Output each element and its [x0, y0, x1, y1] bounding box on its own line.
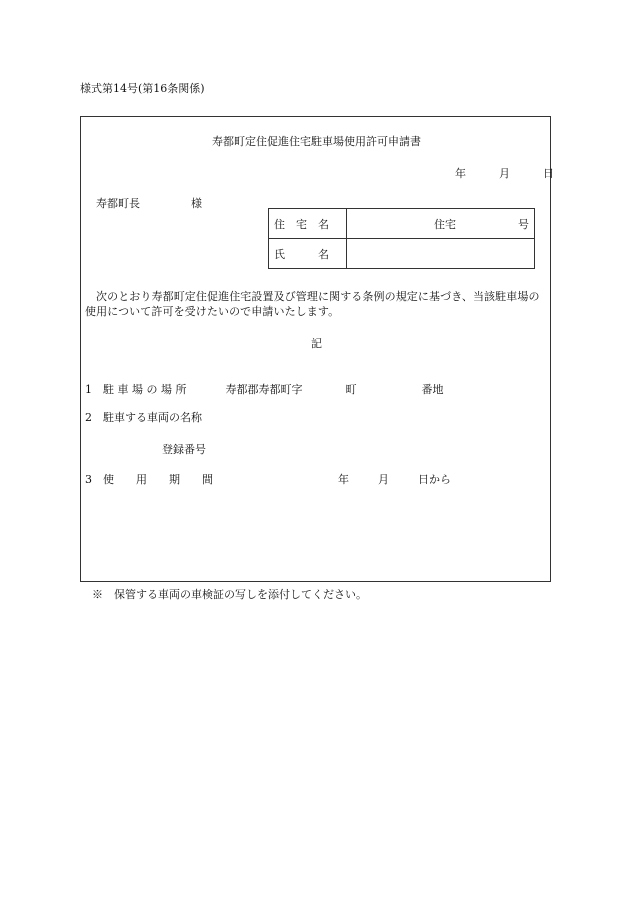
housing-number-label: 号: [518, 217, 529, 231]
name-label-cell: [269, 239, 347, 269]
name-row: [269, 239, 535, 269]
attachment-note: ※ 保管する車両の車検証の写しを添付してください。: [92, 588, 367, 601]
date-day-label: 日: [543, 167, 554, 180]
item3-label: 3 使 用 期 間: [85, 473, 213, 486]
addressee-honorific: 様: [191, 197, 202, 210]
application-form-frame: [80, 116, 554, 582]
application-date: [455, 165, 554, 181]
housing-label-cell: [269, 209, 347, 239]
item1-lot: 番地: [421, 383, 444, 396]
registration-number: [162, 441, 206, 457]
housing-row: [269, 209, 535, 239]
item2-sub-label: 登録番号: [162, 443, 206, 456]
item1-town: 町: [345, 383, 357, 396]
applicant-table: [268, 208, 535, 269]
ki-heading: 記: [311, 337, 322, 350]
form-number: 様式第14号(第16条関係): [80, 82, 205, 95]
housing-value: 住宅: [434, 217, 456, 231]
date-month-label: 月: [499, 167, 510, 180]
housing-label: 住 宅 名: [274, 217, 329, 231]
item1-address: 寿都郡寿都町字: [225, 383, 303, 396]
item-vehicle-name: [85, 409, 202, 425]
housing-value-cell[interactable]: [347, 209, 535, 239]
application-body-text: 次のとおり寿都町定住促進住宅設置及び管理に関する条例の規定に基づき、当該駐車場の使用について許可を受けたいので申請いたします。: [85, 290, 540, 318]
name-value-cell[interactable]: [347, 239, 535, 269]
item1-label: 1 駐 車 場 の 場 所: [85, 383, 187, 396]
addressee-name: 寿都町長: [96, 197, 140, 210]
item3-month: 月: [378, 473, 389, 486]
item-parking-location: [85, 381, 443, 397]
item-usage-period: [85, 471, 451, 487]
name-label: 氏 名: [274, 247, 329, 261]
form-title: 寿都町定住促進住宅駐車場使用許可申請書: [212, 135, 421, 148]
date-year-label: 年: [455, 167, 466, 180]
item3-year: 年: [338, 473, 349, 486]
item2-label: 2 駐車する車両の名称: [85, 411, 202, 424]
item3-from: 日から: [418, 473, 451, 486]
addressee: [96, 195, 202, 211]
